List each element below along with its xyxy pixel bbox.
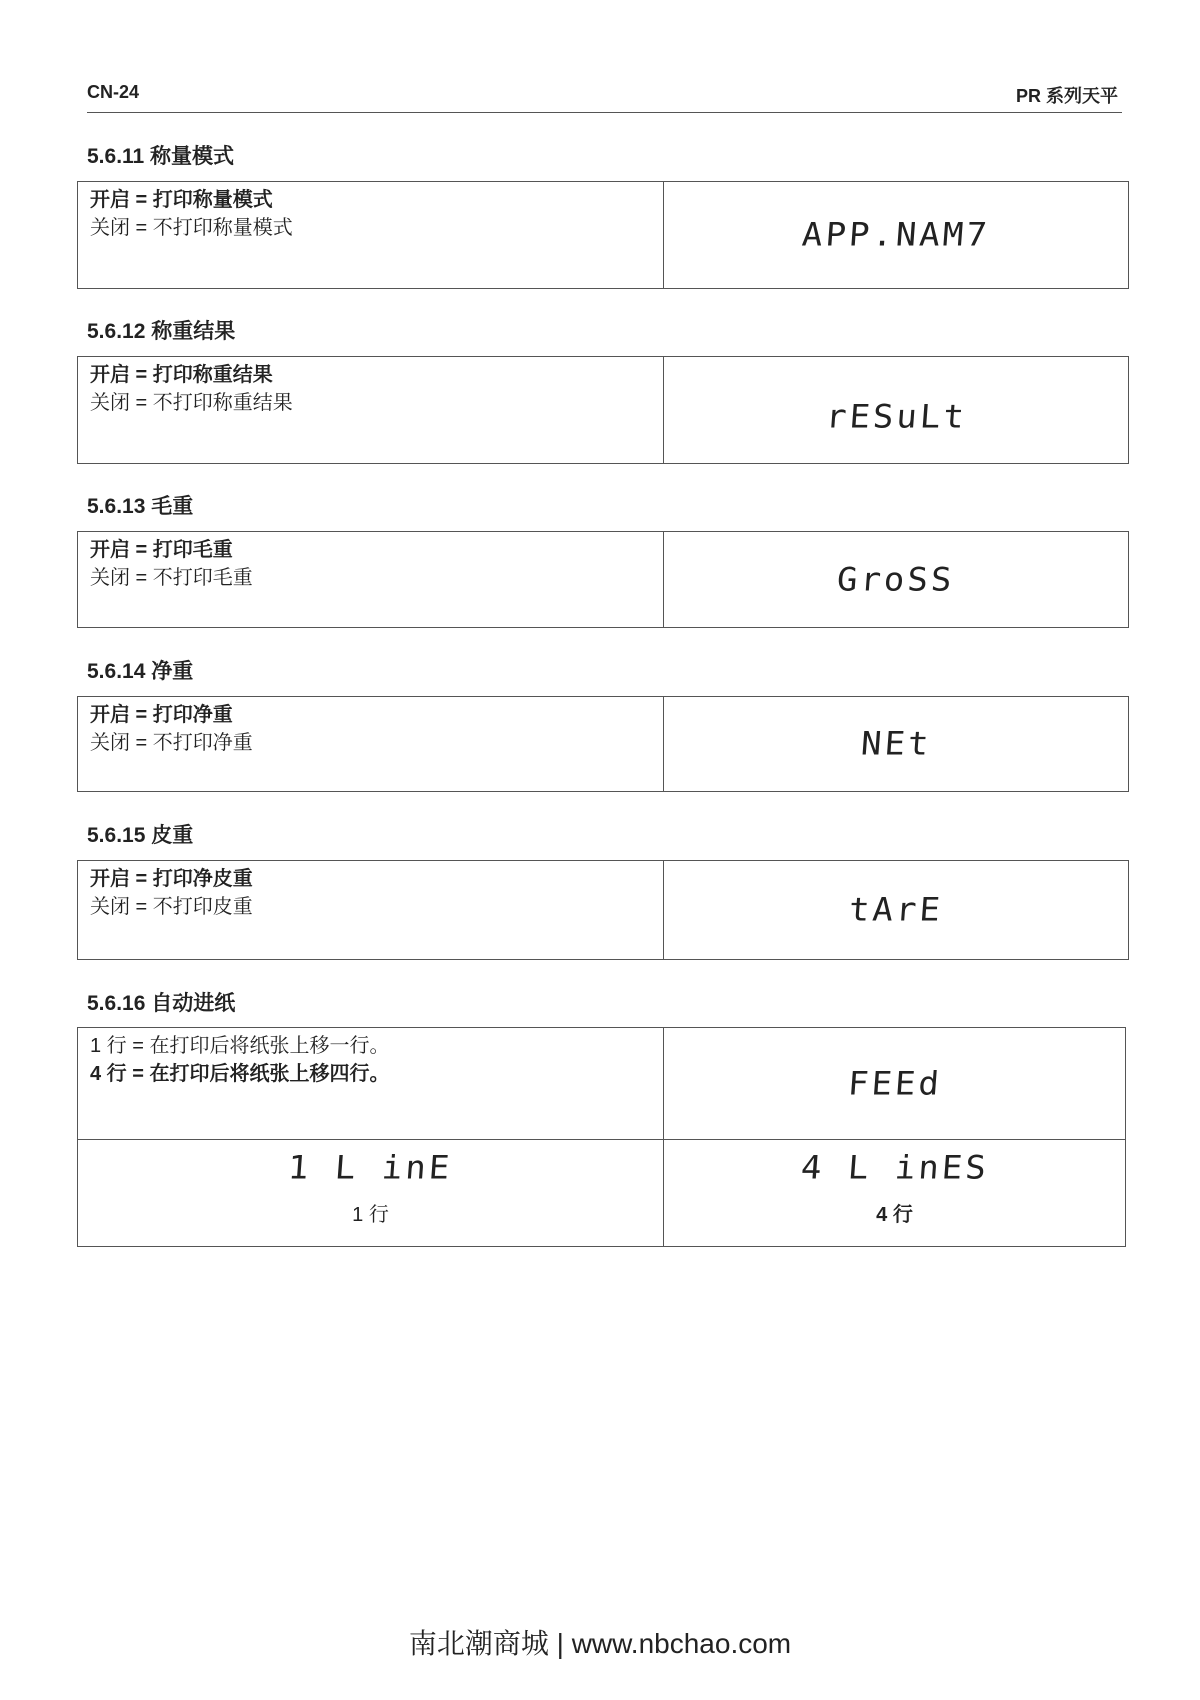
lcd-text: rESuLt xyxy=(824,398,968,436)
lcd-text: NEt xyxy=(859,725,933,763)
setting-table xyxy=(77,696,1129,792)
lcd-display xyxy=(664,532,1129,628)
option-4-lines-cell xyxy=(664,1140,1126,1247)
section-title: 5.6.14 净重 xyxy=(87,660,194,683)
setting-description xyxy=(78,182,664,289)
setting-table xyxy=(77,531,1129,628)
lcd-display xyxy=(664,697,1129,792)
lcd-text: 4 L inES xyxy=(799,1149,990,1187)
section-title: 5.6.12 称重结果 xyxy=(87,320,236,343)
autofeed-table xyxy=(77,1027,1126,1247)
section-title: 5.6.11 称量模式 xyxy=(87,145,235,168)
option-off: 关闭 = 不打印净重 xyxy=(90,732,253,754)
option-caption: 4 行 xyxy=(876,1204,913,1226)
option-on: 开启 = 打印称重结果 xyxy=(90,364,273,386)
footer-watermark: 南北潮商城 | www.nbchao.com xyxy=(408,1628,792,1659)
lcd-text: FEEd xyxy=(846,1064,943,1103)
option-off: 关闭 = 不打印称量模式 xyxy=(90,217,293,239)
setting-table xyxy=(77,860,1129,960)
document-title: PR 系列天平 xyxy=(1015,86,1118,106)
option-off: 关闭 = 不打印皮重 xyxy=(90,896,253,918)
lcd-display xyxy=(664,357,1129,464)
option-off: 关闭 = 不打印毛重 xyxy=(90,567,253,589)
setting-description xyxy=(78,1028,664,1140)
section-title: 5.6.16 自动进纸 xyxy=(87,992,236,1015)
section-title: 5.6.15 皮重 xyxy=(87,824,194,847)
option-1-line-cell xyxy=(78,1140,664,1247)
lcd-text: GroSS xyxy=(835,560,957,599)
setting-description xyxy=(78,697,664,792)
option-caption: 1 行 xyxy=(352,1204,389,1226)
option-off: 关闭 = 不打印称重结果 xyxy=(90,392,293,414)
option-1-line: 1 行 = 在打印后将纸张上移一行。 xyxy=(90,1035,390,1057)
option-on: 开启 = 打印净皮重 xyxy=(90,868,253,890)
setting-table xyxy=(77,356,1129,464)
lcd-display xyxy=(664,1028,1126,1140)
setting-description xyxy=(78,357,664,464)
option-on: 开启 = 打印称量模式 xyxy=(90,189,273,211)
option-on: 开启 = 打印净重 xyxy=(90,704,233,726)
page-number: CN-24 xyxy=(87,82,140,102)
lcd-text: APP.NAM7 xyxy=(800,216,992,254)
setting-description xyxy=(78,532,664,628)
section-title: 5.6.13 毛重 xyxy=(87,495,194,518)
lcd-text: 1 L inE xyxy=(286,1149,455,1187)
option-4-lines: 4 行 = 在打印后将纸张上移四行。 xyxy=(90,1063,390,1085)
page-header xyxy=(87,82,1122,113)
lcd-text: tArE xyxy=(847,891,945,929)
lcd-display xyxy=(664,182,1129,289)
setting-description xyxy=(78,861,664,960)
setting-table xyxy=(77,181,1129,289)
option-on: 开启 = 打印毛重 xyxy=(90,539,233,561)
lcd-display xyxy=(664,861,1129,960)
